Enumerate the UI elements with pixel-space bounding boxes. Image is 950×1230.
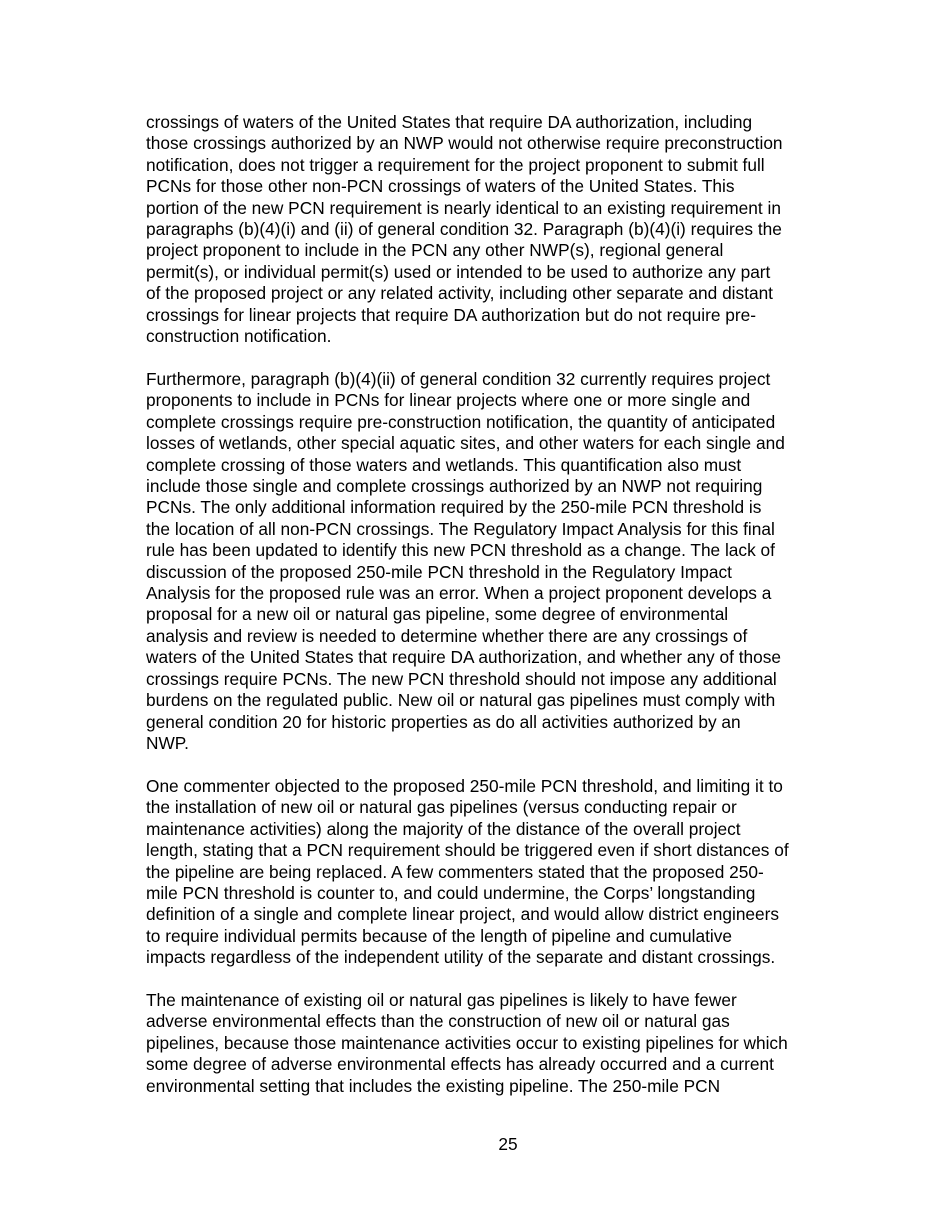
paragraph-line: proponents to include in PCNs for linear projects where one or more single and: [146, 390, 751, 411]
paragraph-line: the pipeline are being replaced. A few commenters stated that the proposed 250-: [146, 861, 764, 882]
paragraph-line: PCNs for those other non-PCN crossings of waters of the United States. This: [146, 176, 735, 197]
paragraph-line: Furthermore, paragraph (b)(4)(ii) of general condition 32 currently requires project: [146, 369, 771, 389]
paragraph-line: crossings require PCNs. The new PCN threshold should not impose any additional: [146, 668, 777, 689]
paragraph-line: One commenter objected to the proposed 250-mile PCN threshold, and limiting it to: [146, 776, 783, 796]
paragraph-line: mile PCN threshold is counter to, and could undermine, the Corps’ longstanding: [146, 883, 756, 904]
paragraph-line: the location of all non-PCN crossings. The Regulatory Impact Analysis for this final: [146, 518, 775, 539]
paragraph-line: NWP.: [146, 732, 189, 753]
paragraph-line: impacts regardless of the independent utility of the separate and distant crossings.: [146, 947, 776, 968]
paragraph-line: maintenance activities) along the majority of the distance of the overall project: [146, 818, 741, 839]
paragraph-line: some degree of adverse environmental effects has already occurred and a current: [146, 1054, 774, 1075]
paragraph-line: notification, does not trigger a requirement for the project proponent to submit full: [146, 154, 765, 175]
paragraph-line: discussion of the proposed 250-mile PCN threshold in the Regulatory Impact: [146, 561, 732, 582]
paragraph-line: to require individual permits because of the length of pipeline and cumulative: [146, 925, 733, 946]
paragraph-line: losses of wetlands, other special aquatic sites, and other waters for each single and: [146, 433, 785, 454]
paragraph-line: portion of the new PCN requirement is nearly identical to an existing requirement in: [146, 197, 781, 218]
paragraph-2: [146, 369, 846, 754]
paragraph-line: waters of the United States that require DA authorization, and whether any of those: [146, 647, 781, 668]
paragraph-line: project proponent to include in the PCN any other NWP(s), regional general: [146, 240, 724, 261]
paragraph-line: analysis and review is needed to determine whether there are any crossings of: [146, 625, 748, 646]
paragraph-line: PCNs. The only additional information required by the 250-mile PCN threshold is: [146, 497, 762, 518]
paragraph-line: those crossings authorized by an NWP would not otherwise require preconstruction: [146, 133, 783, 154]
paragraph-4: [146, 990, 846, 1097]
paragraph-line: The maintenance of existing oil or natural gas pipelines is likely to have fewer: [146, 990, 737, 1010]
paragraph-line: complete crossing of those waters and wetlands. This quantification also must: [146, 454, 742, 475]
paragraph-line: general condition 20 for historic properties as do all activities authorized by an: [146, 711, 741, 732]
paragraph-line: crossings of waters of the United States that require DA authorization, including: [146, 112, 753, 132]
paragraph-line: definition of a single and complete linear project, and would allow district engineers: [146, 904, 780, 925]
paragraph-line: length, stating that a PCN requirement should be triggered even if short distances of: [146, 840, 789, 861]
paragraph-line: pipelines, because those maintenance activities occur to existing pipelines for which: [146, 1032, 788, 1053]
paragraph-line: include those single and complete crossings authorized by an NWP not requiring: [146, 476, 763, 497]
paragraph-line: burdens on the regulated public. New oil or natural gas pipelines must comply with: [146, 690, 776, 711]
paragraph-line: proposal for a new oil or natural gas pipeline, some degree of environmental: [146, 604, 729, 625]
paragraph-line: crossings for linear projects that require DA authorization but do not require pre-: [146, 304, 756, 325]
paragraph-line: complete crossings require pre-construction notification, the quantity of anticipated: [146, 411, 776, 432]
paragraph-line: permit(s), or individual permit(s) used or intended to be used to authorize any part: [146, 261, 771, 282]
paragraph-line: of the proposed project or any related activity, including other separate and distant: [146, 283, 773, 304]
paragraph-line: construction notification.: [146, 326, 332, 347]
paragraph-line: rule has been updated to identify this new PCN threshold as a change. The lack of: [146, 540, 775, 561]
paragraph-line: the installation of new oil or natural gas pipelines (versus conducting repair or: [146, 797, 737, 818]
paragraph-1: [146, 112, 846, 347]
paragraph-line: paragraphs (b)(4)(i) and (ii) of general condition 32. Paragraph (b)(4)(i) requires the: [146, 219, 782, 240]
page-number: 25: [498, 1134, 518, 1154]
paragraph-line: environmental setting that includes the existing pipeline. The 250-mile PCN: [146, 1075, 721, 1096]
paragraph-line: adverse environmental effects than the construction of new oil or natural gas: [146, 1011, 730, 1032]
paragraph-3: [146, 776, 846, 969]
paragraph-line: Analysis for the proposed rule was an error. When a project proponent develops a: [146, 583, 772, 604]
